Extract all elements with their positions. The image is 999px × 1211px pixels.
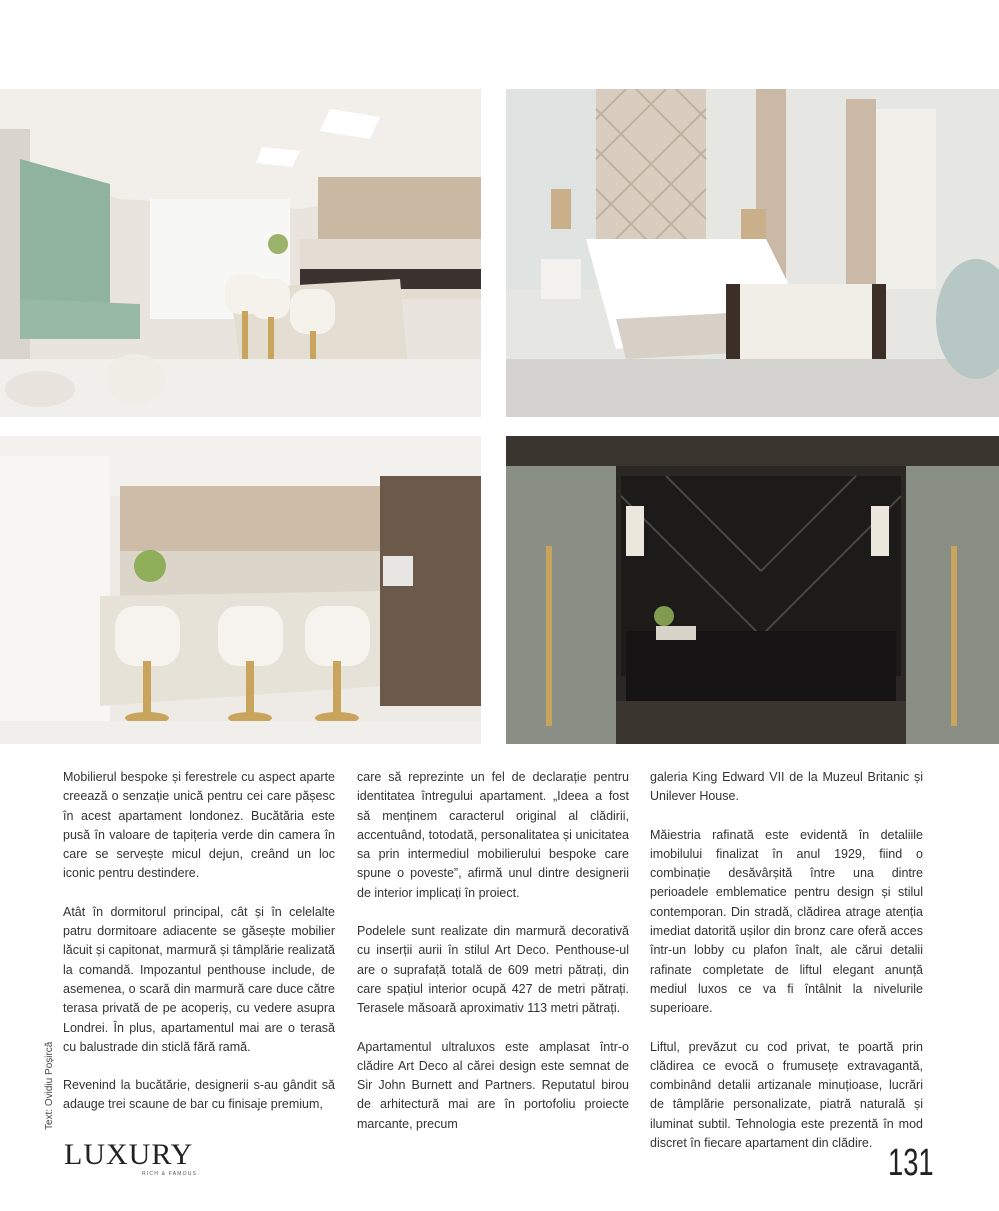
- author-credit: Text: Ovidiu Poșircă: [44, 1041, 55, 1130]
- paragraph: Apartamentul ultraluxos este amplasat într-o clădire Art Deco al cărei design este semnat de Sir John Burnett and Partners. Reputatul birou de arhitectură mai are în portofoliu proiecte marcante, precum: [357, 1039, 629, 1131]
- text-column-2: [357, 768, 629, 1153]
- paragraph: Liftul, prevăzut cu cod privat, te poartă prin clădirea ce evocă o frumusețe extravagantă, combinând detalii artizanale minuțioase, lucrări de tâmplărie personalizate, piatră naturală și iluminat subtil. Tehnologia este prezentă în mod discret în fiecare apartament din clădire.: [650, 1039, 923, 1151]
- paragraph: Podelele sunt realizate din marmură decorativă cu inserții aurii în stilul Art Deco. Penthouse-ul are o suprafață totală de 609 metri pătrați, din care spațiul interior ocupă 427 de metri pătrați. Terasele măsoară aproximativ 113 metri pătrați.: [357, 924, 629, 1016]
- text-column-1: [63, 768, 335, 1134]
- photo-kitchen-dining: [0, 89, 481, 417]
- paragraph: galeria King Edward VII de la Muzeul Britanic și Unilever House.: [650, 770, 923, 804]
- photo-kitchen-island: [0, 436, 481, 744]
- logo-tagline: RICH & FAMOUS: [142, 1171, 198, 1177]
- paragraph: Mobilierul bespoke și ferestrele cu aspect aparte creează o senzație unică pentru cei care pășesc în acest apartament londonez. Bucătăria este pusă în valoare de tapițeria verde din camera în care se servește micul dejun, creând un loc iconic pentru destindere.: [63, 770, 335, 881]
- photo-bathroom: [506, 436, 999, 744]
- logo-wordmark: LUXURY: [64, 1138, 194, 1171]
- paragraph: Revenind la bucătărie, designerii s-au gândit să adauge trei scaune de bar cu finisaje premium,: [63, 1078, 335, 1112]
- paragraph: care să reprezinte un fel de declarație pentru identitatea întregului apartament. „Ideea a fost să menținem caracterul original al clădirii, accentuând, totodată, personalitatea și unicitatea sa prin intermediul mobilierului bespoke care spune o poveste”, afirmă unul dintre designerii de interior implicați în proiect.: [357, 770, 629, 900]
- paragraph: Măiestria rafinată este evidentă în detaliile imobilului finalizat în anul 1929, fiind o combinație desăvârșită între una dintre perioadele emblematice pentru design și stilul contemporan. Din stradă, clădirea atrage atenția imediat datorită ușilor din bronz care oferă acces într-un lobby cu plafon înalt, ale cărui detalii rafinate completate de liftul elegant anunță mediul luxos ce va fi întâlnit la nivelurile superioare.: [650, 827, 923, 1016]
- paragraph: Atât în dormitorul principal, cât și în celelalte patru dormitoare adiacente se găsește mobilier lăcuit și capitonat, marmură și tâmplărie realizată la comandă. Impozantul penthouse include, de asemenea, o scară din marmură care duce către terasa privată de pe acoperiș, cu vedere asupra Londrei. În plus, apartamentul mai are o terasă cu balustrade din sticlă fără ramă.: [63, 904, 335, 1054]
- magazine-logo: [64, 1138, 198, 1177]
- text-column-3: [650, 768, 923, 1172]
- photo-bedroom: [506, 89, 999, 417]
- page-number: 131: [888, 1142, 934, 1184]
